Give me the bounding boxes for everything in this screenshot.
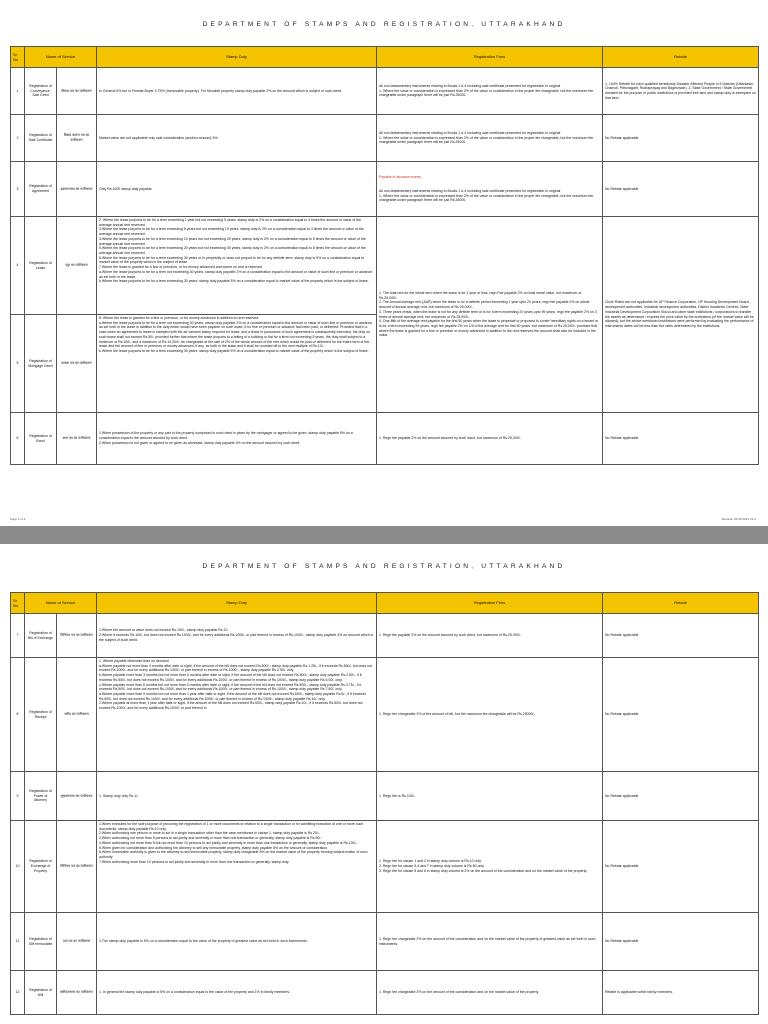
stamp-duty-text: 2. Where the lease purports to be for a term exceeding 1 year but not exceeding 5 years, stamp duty is 2% on a consideration equal to 3 times the amount or value of the average annual rent reserved. 3.Where the lease purports to be for a term exceeding 5 years but not exceeding 10 years, stamp duty is 2% on a consideration equal to 4 times the amount or value of the average annual rent reserved. 4.Where the lease purports to be for a term exceeding 10 years but not exceeding 20 years, stamp duty is 2% on a consideration equal to 5 times the amount or value of the average annual rent reserved. 5.Where the lease purports to be for a term exceeding 20 years but not exceeding 30 years, stamp duty is 2% on a consideration equal to 6 times the amount or value of the average annual rent reserved. 6.Where the lease purports to be for a term exceeding 30 years or in perpetuity or does not purport to be for any definite term, stamp duty is 5% on a consideration equal to market value of the property which is the subject of lease. 7.Where the lease is granted for a fine or premium, or for money advanced and where no rent is reserved. a.Where the lease purports to be for a term not exceeding 30 years, stamp duty payable 2% on a consideration equal to the amount or value of such fine or premium or advance as set forth in the lease. b.Where the lease purports to be for a term exceeding 30 years, stamp duty payable 5% on a consideration equal to market value of the property which is the subject of lease. xyxy=(97,217,377,315)
table-row xyxy=(11,658,759,772)
header-service: Name of Service xyxy=(25,593,97,614)
service-name-hindi: विक्रय-पत्र का पंजीकरण xyxy=(57,68,97,115)
rebate-text: No Rebate applicable xyxy=(603,614,759,658)
service-name: Registration of Bill of Exchange xyxy=(25,614,57,658)
service-name-hindi: विक्रय प्रमाण पत्र का पंजीकरण xyxy=(57,115,97,162)
service-name: Registration of Gift Immovable xyxy=(25,913,57,971)
table-row xyxy=(11,913,759,971)
stamp-duty-text: 1. In general the stamp duty payable is 5% on a consideration equal to the value of the property and 1% in family members. xyxy=(97,971,377,1015)
table-row xyxy=(11,971,759,1015)
service-name-hindi: मुख्तारनामा का पंजीकरण xyxy=(57,772,97,821)
rebate-text: No Rebate applicable xyxy=(603,913,759,971)
rebate-text: No Rebate applicable xyxy=(603,162,759,217)
row-number: 8 xyxy=(11,658,25,772)
row-number: 6 xyxy=(11,413,25,465)
stamp-duty-text: 1.The stamp duty payable is 5% on a consideration equal to the value of the property of greatest value as set forth in such instruments. xyxy=(97,913,377,971)
service-name-hindi: बन्ध पत्र का पंजीकरण xyxy=(57,413,97,465)
service-name: Registration of Power of Attorney xyxy=(25,772,57,821)
table-row xyxy=(11,614,759,658)
header-stamp-duty: Stamp Duty xyxy=(97,47,377,68)
registration-fees-text: All non-testamentary instruments relating to Books 1 & 4 including sale certificate presented for registration in original 1- Where the value or consideration is expressed than 2% of the value or consideration in the proper fee chargeable, but the maximum fee chargeable under paragraph three will be just Rs.25000. xyxy=(377,68,603,115)
registration-fees-cell xyxy=(377,162,603,217)
page-footer-left: Page 1 of 3 xyxy=(10,517,26,521)
service-name-hindi: विनिमय पत्र का पंजीकरण xyxy=(57,821,97,913)
stamp-duty-text: 1. Where payable otherwise than on demand a.Where payable not more than 3 months after date or sight, if the amount of the bill does not exceed Rs.500/-, stamp duty payable Rs.1.25/-, if it exceeds Rs.500/- but does not exceed Rs.1000/- and for every additional Rs.1000/- or part thereof in excess of Rs.1000/-, stamp duty payable Rs.2.50/- only. b.Where payable more than 3 months but not more than 6 months after date or sight, if the amount of the bill does not exceed Rs.500/-, stamp duty payable Rs.2.50/-, if it exceeds Rs.500/- but does not exceed Rs.1000/- and for every additional Rs.1000/- or part thereof in excess of Rs.1000/-, stamp duty payable Rs.5.00/- only. c.Where payable more than 6 months but not more than 9 months after date or sight, if the amount of the bill does not exceed Rs.500/-, stamp duty payable Rs.3.75/-, if it exceeds Rs.500/- but does not exceed Rs.1000/- and for every additional Rs.1000/- or part thereof in excess of Rs.1000/-, stamp duty payable Rs.7.50/- only. d.Where payable more than 9 months but not more than 1 year after date or sight, if the amount of the bill does not exceed Rs.500/-, stamp duty payable Rs.5/-, if it exceeds Rs.500/- but does not exceed Rs.1000/- and for every additional Rs.1000/- or part thereof in excess of Rs.1000/-, stamp duty payable Rs.10/- only. 2.Where payable at more than 1 year after date or sight, if the amount of the bill does not exceed Rs.500/-, stamp duty payable Rs.10/-, if it exceeds Rs.500/- but does not exceed Rs.1000/- and for every additional Rs.1000/- or part thereof in xyxy=(97,658,377,772)
rebate-text: No Rebate applicable xyxy=(603,413,759,465)
table-header-row xyxy=(11,593,759,614)
service-name: Registration of Agreement xyxy=(25,162,57,217)
registration-fees-text: All non-testamentary instruments relating to Books 1 & 4 including sale certificate presented for registration in original 1- Where the value or consideration is expressed than 2% of the value or consideration in the proper fee chargeable, but the maximum fee chargeable under paragraph three will be just Rs.25000. xyxy=(377,115,603,162)
stamp-duty-table-continued xyxy=(10,592,759,1015)
service-name-hindi: रसीद का पंजीकरण xyxy=(57,658,97,772)
rebate-text: Circle Rates are not applicable for UP Finance Corporation, UP Housing Development Board, development authorities, industrial development authorities, District Industries Centres, State Industrial Development Corporation Sidcul and other state institutions / corporations to transfer the assets as determined / express the price value by the institutions (of the market value will be allowed), but the above mentioned institutions were performed by evaluating the performance of instruments dates will be less than the rates determined by the institutions. xyxy=(603,217,759,413)
service-name: Registration of Bond xyxy=(25,413,57,465)
service-name: Registration of Will xyxy=(25,971,57,1015)
stamp-duty-text: Market value are not applicable only sale consideration (auction amount) 5%. xyxy=(97,115,377,162)
stamp-duty-text: 1.Where the amount or value does not exceed Rs.100/-, stamp duty payable Rs.10. 2.Where it exceeds Rs.100/- but does not exceed Rs.1000/- and for every additional Rs.1000/- or part thereof in excess of Rs.1000/-, stamp duty payable 4% on amount which is the subject of such deed. xyxy=(97,614,377,658)
page-separator xyxy=(0,526,768,544)
registration-fees-text: 1. The total rent for the whole term when the lease is for 1 year or less, regn Fee payable 2% on total rental value, but maximum of Rs.25,000/-. 2. The Annual average rent (AAR) when the lease is for a definite period exceeding 1 year upto 20 years, regn fee payable 2% on whole amount of annual average rent, but maximum of Rs.25,000/-. 3. Three years rental, when the lease is not for any definite term or is for a term exceeding 20 years upto 99 years, regn fee payable 2% on 3 times of annual average rent, but maximum of Rs.25,000/-. 4. One-fifth of the average rent payable for the first 50 years when the lease is perpetual or proposed to confer hereditary rights on a tenant or is for a term exceeding 99 years, regn fee payable 2% on 1/5 of the average rent for first 50 years, but maximum of Rs.25,000/- provided that where the lease is granted for a fine or premium or money advanced in addition to the rent reserved the amount shall also be included in the value. xyxy=(377,217,603,413)
header-rebate: Rebate xyxy=(603,593,759,614)
stamp-duty-table xyxy=(10,46,759,465)
registration-fees-text: 1. Regn fee for clause 1 and 2 in stamp duty column is Rs.10 only. 2. Regn fee for clause 3,4 and 7 in stamp duty column is Rs.50 only. 3. Regn fee for clause 5 and 6 in stamp duty column is 2% on the amount of the consideration and on the market value of the property. xyxy=(377,821,603,913)
stamp-duty-text: 1. Stamp duty only Rs.1/-. xyxy=(97,772,377,821)
stamp-duty-text: 1.When possession of the property or any part of the property comprised in such deed is given by the mortgager or agreed to be given, stamp duty payable 5% on a consideration equal to the amount secured by such deed. 2.When possession is not given or agreed to be given as aforesaid, stamp duty payable 4% on the amount secured by such deed. xyxy=(97,413,377,465)
rebate-text: No Rebate applicable xyxy=(603,821,759,913)
registration-fees-text: 1. Regn fee chargeable 2% of the amount of bill, but the maximum fee chargeable will be Rs.25000/-. xyxy=(377,658,603,772)
table-row xyxy=(11,217,759,315)
rebate-text: Rebate is applicable within family members. xyxy=(603,971,759,1015)
stamp-duty-text: 1.When executed for the sole purpose of procuring the registration of 1 or more documents in relation to a single transaction or for admitting execution of one or more such documents, stamp duty payable Rs.10 only. 2.When authorizing one person or more to act in a single transaction other than the case mentioned in clause 1, stamp duty payable is Rs.20/-. 3.When authorizing not more than 5 persons to act jointly and severally in more than one transaction or generally, stamp duty payable is Rs.50/-. 4.When authorizing not more than 5 but not more than 10 persons to act jointly and severally in more than one transaction or generally, stamp duty payable is Rs.100/-. 5.When given for consideration and authorizing the attorney to sell any immovable property, stamp duty payable 5% on the amount of consideration. 6.When immovable authority is given to the attorney to sell immovable property, stamp duty chargeable 5% on the market value of the property forming subject matter of such authority. 7.When authorizing more than 10 persons to act jointly and severally in more than one transaction or generally, stamp duty xyxy=(97,821,377,913)
header-registration-fees: Registration Fees xyxy=(377,47,603,68)
header-rebate: Rebate xyxy=(603,47,759,68)
table-row xyxy=(11,162,759,217)
service-name: Registration of Receipt xyxy=(25,658,57,772)
service-name: Registration of Conveyance, Sale Deed xyxy=(25,68,57,115)
page-title: DEPARTMENT OF STAMPS AND REGISTRATION, UTTARAKHAND xyxy=(202,563,566,570)
header-service: Name of Service xyxy=(25,47,97,68)
row-number: 2 xyxy=(11,115,25,162)
service-name-hindi: इकरारनामा का पंजीकरण xyxy=(57,162,97,217)
row-number: 1 xyxy=(11,68,25,115)
registration-fees-text: 1. Regn fee payable 2% on the amount secured by such deed, but maximum of Rs.25,000/-. xyxy=(377,614,603,658)
page-title: DEPARTMENT OF STAMPS AND REGISTRATION, UTTARAKHAND xyxy=(202,21,566,28)
registration-fees-text: 1. Regn fee chargeable 2% on the amount of the consideration and on the market value of the property of greatest value as set forth in such instruments. xyxy=(377,913,603,971)
service-name-hindi: वसीयतनामा का पंजीकरण xyxy=(57,971,97,1015)
service-name: Registration of Exchange of Property xyxy=(25,821,57,913)
header-srno: Sr No xyxy=(11,593,25,614)
row-number: 3 xyxy=(11,162,25,217)
row-number: 4 xyxy=(11,217,25,315)
rebate-text: No Rebate applicable xyxy=(603,772,759,821)
registration-fees-text: 1. Regn fee chargeable 2% on the amount of the consideration and on the market value of the property. xyxy=(377,971,603,1015)
rebate-text: No Rebate applicable xyxy=(603,658,759,772)
table-header-row xyxy=(11,47,759,68)
rebate-text: No Rebate applicable xyxy=(603,115,759,162)
header-stamp-duty: Stamp Duty xyxy=(97,593,377,614)
table-row xyxy=(11,413,759,465)
table-row xyxy=(11,821,759,913)
row-number: 5 xyxy=(11,315,25,413)
table-row xyxy=(11,772,759,821)
stamp-duty-text: 8. Where the lease is granted for a fine or premium, or for money advanced in addition to rent reserved. a.Where the lease purports to be for a term not exceeding 30 years, stamp duty payable 2% on a consideration equal to the amount or value of such fine or premium or advance as set forth in the lease in addition to the duty which would have been payable on such lease, if no fine or premium or advance had been paid, or delivered. Provided that in a case when an agreement to lease is stamped with the ad valorem stamp required for lease, and a lease in pursuance of such agreement is subsequently executed, the duty on such lease shall not exceed Rs.50/- provided further that where the lease purports to a letting of a building or flat for a term not exceeding 5 years, the duty shall subject to a minimum of Rs.100/- and a maximum of Rs.10,000/- be chargeable at the rate of 2% of the whole amount of the rent which would be paid or delivered for the entire term of the lease and the amount of fine or premium or money advanced, if any, as forth in the lease and it shall be rounded off to the next multiple of Rs.10/-. b.Where the lease purports to be for a term exceeding 30 years, stamp duty payable 5% on a consideration equal to market value of the property which is the subject of lease. xyxy=(97,315,377,413)
fees-note: Payable in advance money. xyxy=(379,175,422,180)
table-row xyxy=(11,68,759,115)
service-name-hindi: बन्धक पत्र का पंजीकरण xyxy=(57,315,97,413)
service-name: Registration of Lease xyxy=(25,217,57,315)
stamp-duty-text: Only Rs.1000 stamp duty payable. xyxy=(97,162,377,217)
header-srno: Sr No xyxy=(11,47,25,68)
row-number: 9 xyxy=(11,772,25,821)
row-number: 7 xyxy=(11,614,25,658)
table-row xyxy=(11,115,759,162)
row-number: 10 xyxy=(11,821,25,913)
row-number: 12 xyxy=(11,971,25,1015)
page-footer-right: Revision 09.06.2014 V1.0 xyxy=(721,517,756,521)
registration-fees-text: 1. Regn fee is Rs.100/-. xyxy=(377,772,603,821)
rebate-text: 1. 100% Rebate for each qualified beneficiary Disaster Affected People in 5 Districts (Uttarkashi, Chamoli, Pithoragarh, Rudraprayag and Bageshwar). 2. State Government / State Government donated for the purpose of public institutions is provided free land and stamp duty is exempted on that land. xyxy=(603,68,759,115)
document-page-2 xyxy=(0,548,768,1024)
service-name-hindi: विनिमय पत्र का पंजीकरण xyxy=(57,614,97,658)
stamp-duty-text: In General 5% but in Female Buyer 3.75% (Immovable property). For Movable property stamp duty payable 2% on the amount which is subject of such deed. xyxy=(97,68,377,115)
registration-fees-text: All non-testamentary instruments relating to Books 1 & 4 including sale certificate presented for registration in original 1- Where the value or consideration is expressed than 2% of the value or consideration in the proper fee chargeable, but the maximum fee chargeable under paragraph three will be just Rs.25000. xyxy=(379,188,594,203)
service-name: Registration of Sale Certificate xyxy=(25,115,57,162)
header-registration-fees: Registration Fees xyxy=(377,593,603,614)
service-name-hindi: दान पत्र का पंजीकरण xyxy=(57,913,97,971)
service-name-hindi: पट्टा का पंजीकरण xyxy=(57,217,97,315)
service-name: Registration of Mortgage Deed xyxy=(25,315,57,413)
row-number: 11 xyxy=(11,913,25,971)
registration-fees-text: 1. Regn fee payable 2% on the amount secured by such deed, but maximum of Rs.25,000/-. xyxy=(377,413,603,465)
